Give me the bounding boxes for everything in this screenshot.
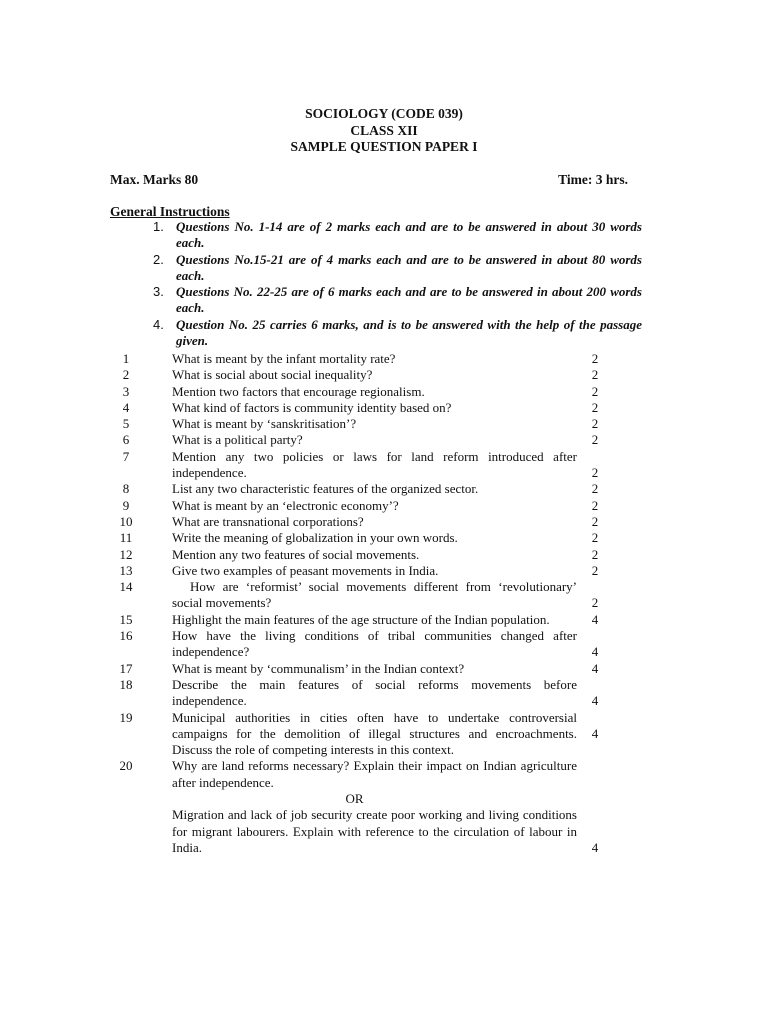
paper-header (0, 106, 768, 156)
question-number: 14 (119, 579, 133, 595)
question-marks: 2 (591, 367, 599, 383)
question-row (110, 514, 630, 530)
question-row (110, 481, 630, 497)
question-number: 15 (119, 611, 133, 627)
question-row (110, 498, 630, 514)
question-marks: 4 (591, 725, 599, 741)
question-number: 12 (119, 546, 133, 562)
question-row (110, 758, 630, 856)
question-marks: 2 (591, 546, 599, 562)
question-row (110, 710, 630, 759)
question-number: 18 (119, 676, 133, 692)
question-marks: 2 (591, 595, 599, 611)
question-text: What is meant by the infant mortality rate? (172, 351, 396, 366)
question-row (110, 351, 630, 367)
question-text: What is meant by ‘communalism’ in the Indian context? (172, 660, 465, 676)
question-row (110, 400, 630, 416)
question-text: What are transnational corporations? (172, 513, 364, 529)
question-text: Mention two factors that encourage regionalism. (172, 383, 425, 399)
question-marks: 2 (591, 383, 599, 399)
question-number: 5 (122, 416, 130, 432)
question-text: What is meant by an ‘electronic economy’? (172, 497, 399, 513)
question-number: 11 (119, 530, 133, 546)
question-number: 7 (122, 448, 130, 464)
question-number: 13 (119, 562, 133, 578)
instruction-item (150, 252, 642, 285)
question-marks: 2 (591, 497, 599, 513)
instruction-item (150, 219, 642, 252)
question-row (110, 449, 630, 482)
question-text: Highlight the main features of the age structure of the Indian population. (172, 611, 550, 627)
question-text: Give two examples of peasant movements in India. (172, 562, 439, 578)
question-text: What is a political party? (172, 432, 303, 448)
question-number: 10 (119, 513, 133, 529)
instruction-number: 3. (153, 284, 164, 300)
instruction-number: 2. (153, 251, 164, 267)
question-row (110, 579, 630, 612)
question-row (110, 612, 630, 628)
question-number: 16 (119, 628, 133, 644)
question-text: Mention any two features of social movements. (172, 546, 420, 562)
question-text: Describe the main features of social reforms movements before independence. (172, 676, 577, 709)
question-number: 3 (122, 383, 130, 399)
question-marks: 2 (591, 481, 599, 497)
question-number: 9 (122, 497, 130, 513)
question-row (110, 661, 630, 677)
question-text: What is social about social inequality? (172, 367, 373, 383)
question-marks: 4 (591, 660, 599, 676)
question-text: Why are land reforms necessary? Explain their impact on Indian agriculture after independence. (172, 758, 577, 790)
instruction-text: Questions No.15-21 are of 4 marks each and are to be answered in about 80 words each. (176, 251, 642, 283)
question-marks: 2 (591, 399, 599, 415)
question-number: 17 (119, 660, 133, 676)
question-number: 1 (122, 351, 130, 366)
question-marks: 2 (591, 562, 599, 578)
question-text: What is meant by ‘sanskritisation’? (172, 416, 357, 432)
question-marks: 4 (591, 644, 599, 660)
subject-title: SOCIOLOGY (CODE 039) (305, 106, 463, 121)
instructions-list (150, 219, 642, 349)
question-row (110, 563, 630, 579)
question-marks: 2 (591, 351, 599, 366)
question-text: What kind of factors is community identity based on? (172, 399, 452, 415)
question-row (110, 547, 630, 563)
general-instructions-title: General Instructions (110, 204, 230, 219)
or-separator: OR (345, 791, 364, 807)
question-row (110, 628, 630, 661)
question-number: 20 (119, 758, 133, 774)
instruction-item (150, 284, 642, 317)
question-text: Municipal authorities in cities often have to undertake controversial campaigns for the demolition of illegal structures and encroachments. Discuss the role of competing interests in this context. (172, 709, 577, 758)
question-text: How have the living conditions of tribal communities changed after independence? (172, 628, 577, 660)
question-marks: 2 (591, 530, 599, 546)
time-allowed: Time: 3 hrs. (558, 172, 628, 187)
question-text: Write the meaning of globalization in your own words. (172, 530, 458, 546)
instruction-text: Questions No. 22-25 are of 6 marks each and are to be answered in about 200 words each. (176, 284, 642, 316)
paper-title: SAMPLE QUESTION PAPER I (290, 139, 478, 154)
question-row (110, 677, 630, 710)
max-marks: Max. Marks 80 (110, 172, 199, 187)
question-text: How are ‘reformist’ social movements different from ‘revolutionary’ social movements? (172, 579, 577, 611)
question-text: Mention any two policies or laws for land reform introduced after independence. (172, 448, 577, 481)
question-alternative-text: Migration and lack of job security create poor working and living conditions for migrant labourers. Explain with reference to the circulation of labour in India. (172, 807, 577, 855)
questions-list (110, 351, 630, 856)
question-marks: 4 (591, 839, 599, 855)
class-title: CLASS XII (350, 122, 418, 138)
question-marks: 2 (591, 465, 599, 481)
instruction-number: 4. (153, 316, 164, 332)
question-number: 4 (122, 399, 130, 415)
question-marks: 2 (591, 416, 599, 432)
question-text: List any two characteristic features of the organized sector. (172, 481, 479, 497)
question-number: 8 (122, 481, 130, 497)
instruction-number: 1. (153, 219, 164, 234)
question-row (110, 384, 630, 400)
instruction-text: Questions No. 1-14 are of 2 marks each and are to be answered in about 30 words each. (176, 219, 642, 251)
question-marks: 4 (591, 693, 599, 709)
paper-meta (110, 172, 628, 188)
question-marks: 2 (591, 513, 599, 529)
instruction-item (150, 317, 642, 350)
question-row (110, 367, 630, 383)
instruction-text: Question No. 25 carries 6 marks, and is to be answered with the help of the passage given. (176, 316, 642, 349)
question-row (110, 416, 630, 432)
question-row (110, 432, 630, 448)
question-number: 6 (122, 432, 130, 448)
question-marks: 4 (591, 611, 599, 627)
question-number: 19 (119, 709, 133, 725)
question-row (110, 530, 630, 546)
question-number: 2 (122, 367, 130, 383)
question-marks: 2 (591, 432, 599, 448)
